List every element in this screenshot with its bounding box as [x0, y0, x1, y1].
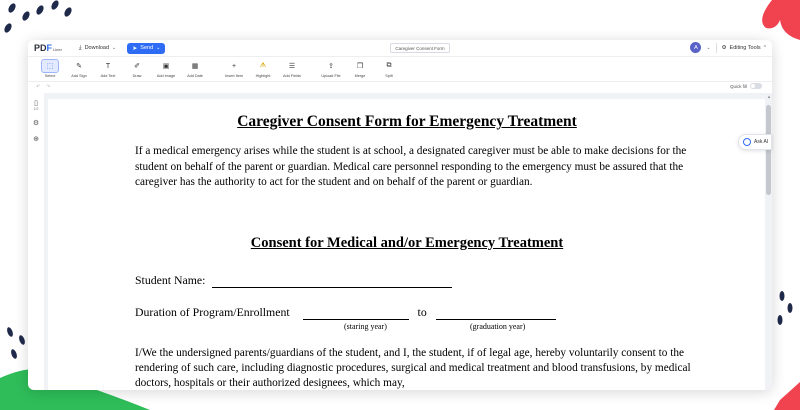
plus-icon: +: [231, 62, 237, 70]
tool-label: Add Text: [100, 74, 116, 78]
tool-label: Upload File: [321, 74, 341, 78]
image-icon: ▣: [162, 63, 170, 70]
document-title-field[interactable]: Caregiver Consent Form: [390, 43, 450, 53]
tool-label: Add Fields: [283, 74, 301, 78]
tool-highlight[interactable]: [249, 60, 277, 78]
download-label: Download: [84, 45, 110, 51]
quick-fill-label: Quick fill: [729, 83, 747, 89]
title-right-group: [690, 42, 766, 53]
logo-suffix: Liner: [53, 47, 62, 52]
start-year-field[interactable]: [303, 307, 409, 320]
tool-upload-file[interactable]: [317, 60, 345, 78]
tool-split[interactable]: [375, 60, 403, 78]
start-year-caption: (staring year): [344, 322, 387, 331]
pdf-page[interactable]: [48, 99, 769, 390]
ask-ai-label: Ask AI: [754, 139, 769, 145]
tool-label: Split: [385, 74, 393, 78]
upload-icon: ⇪: [328, 63, 334, 70]
zoom-icon: ⊕: [33, 136, 39, 143]
student-name-field[interactable]: [212, 275, 452, 288]
divider: [716, 43, 717, 53]
sliders-icon: ⚙: [721, 44, 727, 51]
chevron-up-icon: ^: [763, 44, 766, 51]
tool-label: Add Image: [156, 74, 176, 78]
tool-label: Draw: [132, 74, 142, 78]
student-name-row: [135, 273, 452, 288]
split-icon: ⧉: [386, 62, 392, 69]
avatar[interactable]: A: [690, 42, 701, 53]
redo-icon[interactable]: ↷: [46, 84, 51, 90]
tool-label: Add Date: [187, 74, 203, 78]
tool-add-date[interactable]: [181, 60, 209, 78]
tool-label: Highlight: [255, 74, 271, 78]
document-viewport[interactable]: [44, 93, 772, 390]
calendar-icon: ▦: [191, 63, 199, 70]
tool-add-image[interactable]: [152, 60, 180, 78]
highlighter-icon: ᗑ: [259, 62, 267, 69]
tool-label: Merge: [354, 74, 366, 78]
text-icon: T: [105, 62, 111, 70]
tool-merge[interactable]: [346, 60, 374, 78]
chevron-down-icon[interactable]: ⌄: [706, 44, 711, 51]
page-icon: ▯: [34, 100, 38, 107]
document-title: Caregiver Consent Form for Emergency Treatment: [237, 113, 577, 130]
chevron-down-icon: ⌄: [112, 45, 117, 51]
tool-add-text[interactable]: [94, 60, 122, 78]
page-indicator: 1/2: [33, 107, 39, 111]
settings-button[interactable]: [33, 119, 39, 127]
intro-paragraph: If a medical emergency arises while the student is at school, a designated caregiver must be able to make decisions for the student on behalf of the parent or guardian. Medical care personnel responding to the emergency must be assured that the caregiver has the authority to act for the student and on behalf of the parent or guardian.: [135, 145, 687, 188]
merge-icon: ❐: [356, 63, 364, 70]
tool-label: Add Sign: [71, 74, 87, 78]
send-icon: ➤: [132, 45, 138, 52]
tool-label: Select: [44, 74, 56, 78]
page-thumbnails-button[interactable]: [34, 99, 39, 111]
ai-icon: [743, 138, 751, 146]
app-logo[interactable]: [34, 43, 62, 53]
send-button[interactable]: [127, 43, 165, 54]
section-heading: Consent for Medical and/or Emergency Treatment: [250, 235, 564, 251]
tool-insert-item[interactable]: [220, 60, 248, 78]
tool-label: Insert Item: [225, 74, 243, 78]
duration-row: [135, 305, 556, 320]
editing-tools-label: Editing Tools: [729, 44, 761, 51]
tool-add-fields[interactable]: [278, 60, 306, 78]
signature-icon: ✎: [76, 63, 82, 70]
gear-icon: ⚙: [32, 120, 40, 127]
to-label: to: [417, 305, 427, 319]
consent-paragraph: I/We the undersigned parents/guardians of the student, and I, the student, if of legal age, hereby voluntarily consent to the rendering of such care, including diagnostic procedures, surgical and medical treatment and blood transfusions, by medical doctors, hospitals or their authorized designees, which may,: [135, 347, 691, 389]
tool-add-sign[interactable]: [65, 60, 93, 78]
student-name-label: Student Name:: [135, 273, 206, 287]
download-button[interactable]: [74, 43, 121, 54]
ask-ai-button[interactable]: [738, 134, 772, 150]
duration-label: Duration of Program/Enrollment: [135, 305, 290, 319]
tool-select[interactable]: [36, 60, 64, 78]
chevron-down-icon: ⌄: [156, 45, 161, 51]
tool-draw[interactable]: [123, 60, 151, 78]
download-icon: ⤓: [78, 44, 82, 51]
graduation-year-caption: (graduation year): [470, 322, 526, 331]
scroll-up-icon[interactable]: ▲: [767, 94, 771, 99]
editing-tools-dropdown[interactable]: [722, 45, 766, 51]
left-sidebar: [28, 93, 44, 390]
pdf-editor-window: [28, 40, 772, 390]
quick-fill-toggle[interactable]: [730, 83, 762, 89]
pen-icon: ✐: [134, 63, 140, 70]
zoom-button[interactable]: [33, 135, 39, 143]
form-fields-icon: ☰: [288, 63, 296, 70]
select-icon: ⬚: [42, 60, 58, 72]
undo-icon[interactable]: ↶: [36, 84, 41, 90]
graduation-year-field[interactable]: [436, 307, 556, 320]
title-bar: [28, 40, 772, 57]
secondary-bar: [28, 82, 772, 92]
scrollbar-thumb[interactable]: [766, 105, 771, 195]
logo-text: PD: [34, 43, 47, 53]
send-label: Send: [140, 45, 154, 51]
main-toolbar: [28, 57, 772, 82]
toggle-switch[interactable]: [750, 83, 762, 89]
logo-accent: F: [46, 43, 53, 53]
